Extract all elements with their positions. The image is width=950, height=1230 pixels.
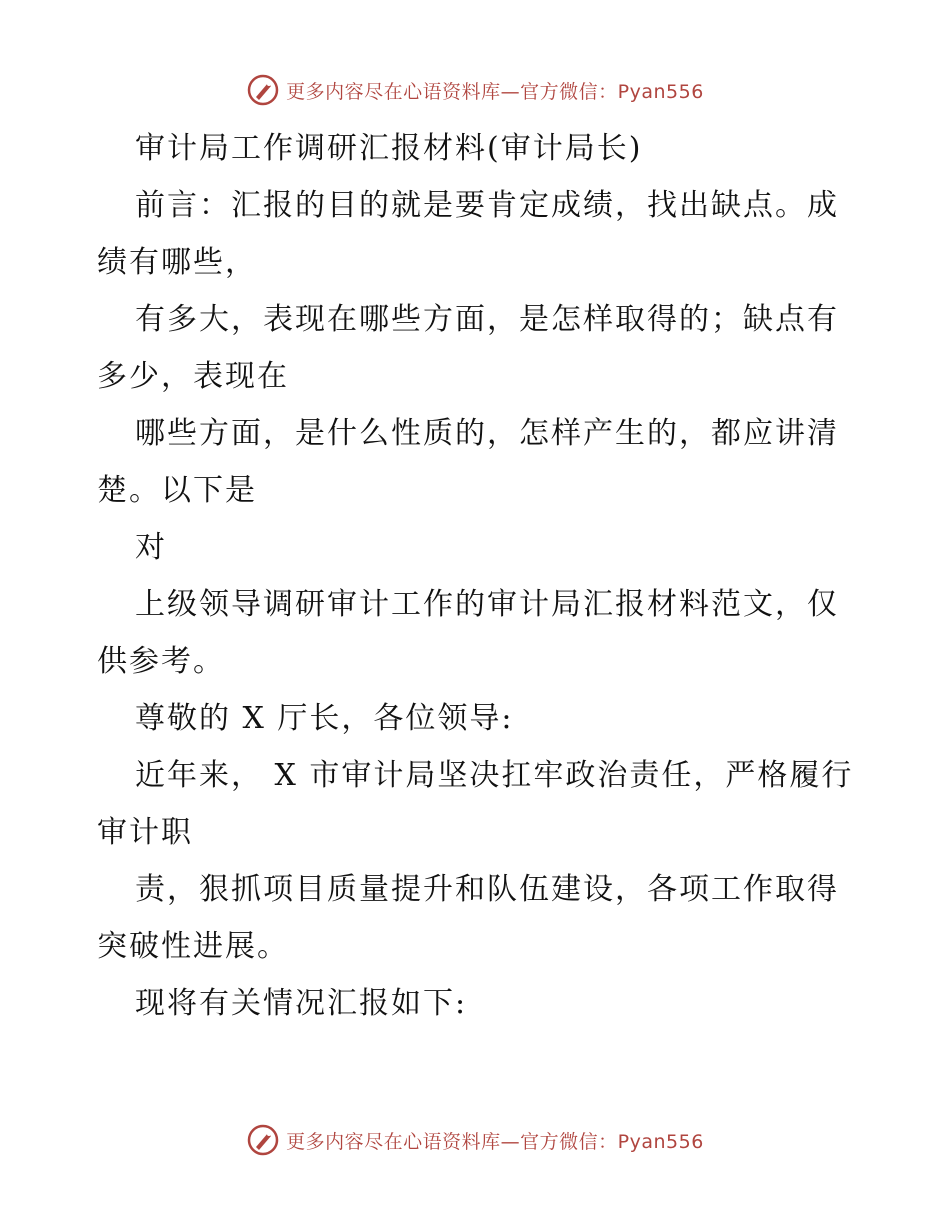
paragraph: 现将有关情况汇报如下:	[135, 986, 468, 1021]
paragraph: 前言：汇报的目的就是要肯定成绩，找出缺点。成绩有哪些，	[97, 188, 839, 280]
paragraph: 哪些方面，是什么性质的，怎样产生的，都应讲清楚。以下是	[97, 416, 839, 508]
banner-text: 更多内容尽在心语资料库—官方微信：Pyan556	[286, 1130, 704, 1153]
pen-nib-logo-icon	[246, 1123, 280, 1157]
paragraph: 责，狠抓项目质量提升和队伍建设，各项工作取得突破性进展。	[97, 872, 839, 964]
pen-nib-logo-icon	[246, 73, 280, 107]
header-banner	[0, 70, 950, 110]
paragraph: 近年来， X 市审计局坚决扛牢政治责任，严格履行审计职	[97, 758, 854, 850]
banner-text: 更多内容尽在心语资料库—官方微信：Pyan556	[286, 80, 704, 103]
paragraph: 对	[135, 530, 167, 565]
document-title: 审计局工作调研汇报材料(审计局长)	[135, 131, 643, 166]
paragraph: 上级领导调研审计工作的审计局汇报材料范文，仅供参考。	[97, 587, 839, 679]
footer-banner	[0, 1120, 950, 1160]
salutation: 尊敬的 X 厅长，各位领导:	[135, 701, 514, 736]
document-body	[97, 120, 857, 1032]
paragraph: 有多大，表现在哪些方面，是怎样取得的；缺点有多少，表现在	[97, 302, 839, 394]
